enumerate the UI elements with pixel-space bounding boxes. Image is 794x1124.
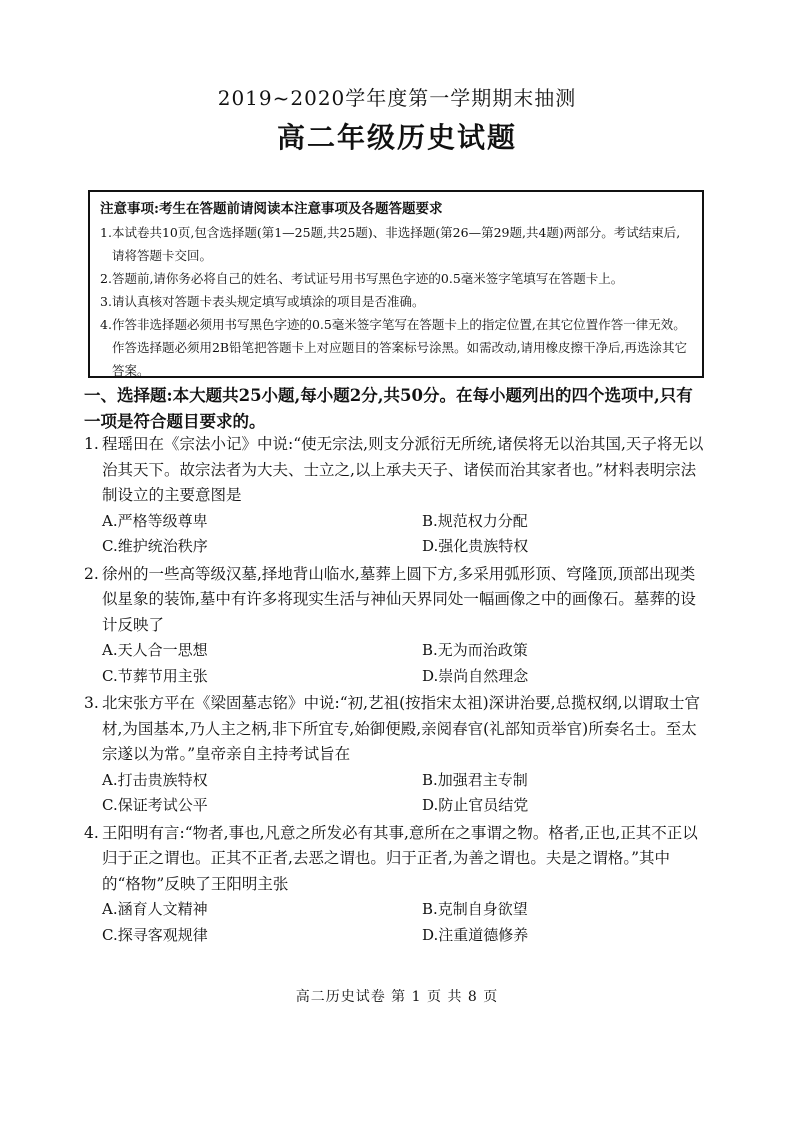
option-a: A.打击贵族特权 xyxy=(102,770,208,789)
question-number: 3. xyxy=(84,694,99,712)
question-text: 徐州的一些高等级汉墓,择地背山临水,墓葬上圆下方,多采用弧形顶、穹隆顶,顶部出现类似星象的装饰,墓中有许多将现实生活与神仙天界同处一幅画像之中的画像石。墓葬的设计反映了 xyxy=(102,564,696,634)
option-d: D.防止官员结党 xyxy=(422,796,529,814)
question-3 xyxy=(84,691,704,819)
option-c: C.保证考试公平 xyxy=(102,796,208,814)
notice-item-num: 3. xyxy=(100,294,112,309)
question-number: 2. xyxy=(84,564,99,583)
question-2 xyxy=(84,562,704,690)
question-number: 1. xyxy=(84,435,99,453)
question-text: 程瑶田在《宗法小记》中说:“使无宗法,则支分派衍无所统,诸侯将无以治其国,天子将无以治其天下。故宗法者为大夫、士立之,以上承夫天子、诸侯而治其家者也。”材料表明宗法制设立的主要意图是 xyxy=(102,435,704,504)
page-footer: 高二历史试卷 第 1 页 共 8 页 xyxy=(295,989,499,1005)
option-c: C.节葬节用主张 xyxy=(102,666,208,685)
notice-item xyxy=(100,290,690,313)
notice-item-num: 2. xyxy=(100,271,112,286)
notice-box xyxy=(88,190,704,378)
option-b: B.加强君主专制 xyxy=(422,770,528,789)
option-b: B.克制自身欲望 xyxy=(422,900,528,918)
option-d: D.崇尚自然理念 xyxy=(422,666,529,685)
option-b: B.规范权力分配 xyxy=(422,511,528,530)
question-text: 北宋张方平在《梁固墓志铭》中说:“初,艺祖(按指宋太祖)深讲治要,总揽权纲,以谓取士官材,为国基本,乃人主之柄,非下所宜专,始御便殿,亲阅春官(礼部知贡举官)所奏名士。至太宗遂以为常。”皇帝亲自主持考试旨在 xyxy=(102,694,701,763)
question-text: 王阳明有言:“物者,事也,凡意之所发必有其事,意所在之事谓之物。格者,正也,正其不正以归于正之谓也。正其不正者,去恶之谓也。归于正者,为善之谓也。夫是之谓格。”其中的“格物”反映了王阳明主张 xyxy=(102,823,698,893)
notice-heading: 注意事项:考生在答题前请阅读本注意事项及各题答题要求 xyxy=(100,201,443,217)
option-a: A.严格等级尊卑 xyxy=(102,511,208,530)
section-heading: 一、选择题:本大题共25小题,每小题2分,共50分。在每小题列出的四个选项中,只有一项是符合题目要求的。 xyxy=(84,386,693,431)
option-a: A.天人合一思想 xyxy=(102,641,208,659)
notice-item-text: 答题前,请你务必将自己的姓名、考试证号用书写黑色字迹的0.5毫米签字笔填写在答题卡上。 xyxy=(111,271,624,286)
notice-item-num: 1. xyxy=(100,225,112,240)
option-c: C.探寻客观规律 xyxy=(102,925,208,944)
option-d: D.注重道德修养 xyxy=(422,925,529,944)
question-list xyxy=(84,432,704,950)
notice-item xyxy=(100,221,690,267)
question-number: 4. xyxy=(84,823,99,842)
notice-item xyxy=(100,267,690,290)
question-4 xyxy=(84,821,704,949)
exam-title: 高二年级历史试题 xyxy=(276,121,517,154)
question-1 xyxy=(84,432,704,560)
option-a: A.涵育人文精神 xyxy=(102,900,208,918)
notice-item xyxy=(100,313,690,382)
exam-subtitle: 2019~2020学年度第一学期期末抽测 xyxy=(217,86,577,110)
notice-item-num: 4. xyxy=(100,317,112,332)
option-d: D.强化贵族特权 xyxy=(422,537,529,555)
notice-item-text: 作答非选择题必须用书写黑色字迹的0.5毫米签字笔写在答题卡上的指定位置,在其它位置作答一律无效。作答选择题必须用2B铅笔把答题卡上对应题目的答案标号涂黑。如需改动,请用橡皮擦干净后,再选涂其它答案。 xyxy=(111,317,688,378)
notice-item-text: 请认真核对答题卡表头规定填写或填涂的项目是否准确。 xyxy=(111,294,425,309)
notice-item-text: 本试卷共10页,包含选择题(第1—25题,共25题)、非选择题(第26—第29题,共4题)两部分。考试结束后,请将答题卡交回。 xyxy=(111,225,681,263)
option-c: C.维护统治秩序 xyxy=(102,537,208,555)
option-b: B.无为而治政策 xyxy=(422,641,528,659)
